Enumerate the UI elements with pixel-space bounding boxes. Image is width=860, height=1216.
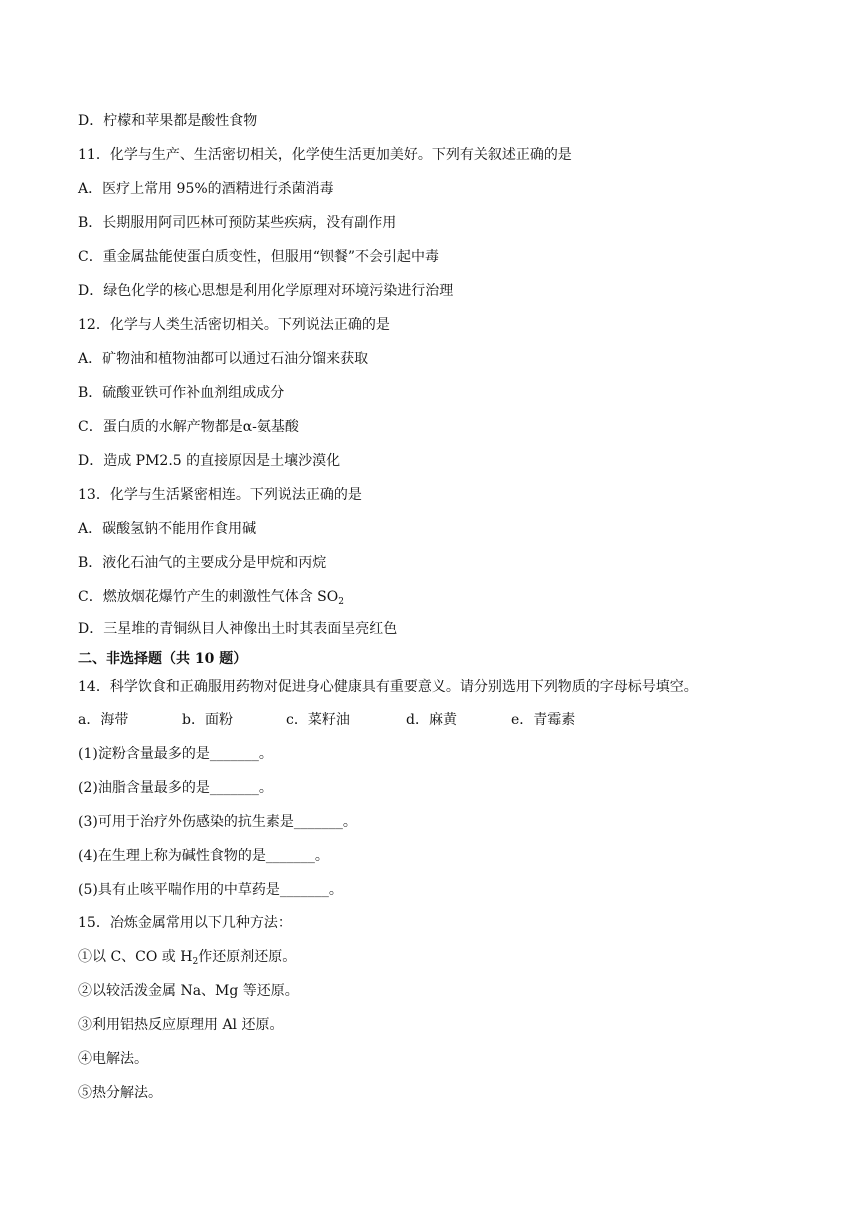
q11-option-d: D．绿色化学的核心思想是利用化学原理对环境污染进行治理: [78, 283, 454, 299]
q15-method-1-pre: ①以 C、CO 或 H: [78, 949, 193, 965]
q14-option-e: e．青霉素: [511, 712, 576, 728]
q15-method-1-post: 作还原剂还原。: [198, 949, 297, 965]
q14-item-5: (5)具有止咳平喘作用的中草药是_______。: [78, 882, 343, 898]
q15-method-5: ⑤热分解法。: [78, 1085, 162, 1101]
q11-option-a: A．医疗上常用 95%的酒精进行杀菌消毒: [78, 181, 334, 197]
q13-option-b: B．液化石油气的主要成分是甲烷和丙烷: [78, 555, 327, 571]
q12-option-d: D．造成 PM2.5 的直接原因是土壤沙漠化: [78, 453, 341, 469]
q12-option-c: C．蛋白质的水解产物都是α-氨基酸: [78, 419, 299, 435]
q14-option-a: a．海带: [78, 712, 129, 728]
q14-option-c: c．菜籽油: [286, 712, 350, 728]
q14-option-b: b．面粉: [182, 712, 233, 728]
section-heading: 二、非选择题（共 10 题）: [78, 651, 248, 667]
q13-option-a: A．碳酸氢钠不能用作食用碱: [78, 521, 257, 537]
q12-option-a: A．矿物油和植物油都可以通过石油分馏来获取: [78, 351, 369, 367]
q14-option-d: d．麻黄: [406, 712, 457, 728]
subscript: 2: [192, 957, 199, 967]
q15-stem: 15．冶炼金属常用以下几种方法：: [78, 915, 292, 931]
q14-stem: 14．科学饮食和正确服用药物对促进身心健康具有重要意义。请分别选用下列物质的字母标号填空。: [78, 679, 698, 695]
q10-option-d: D．柠檬和苹果都是酸性食物: [78, 113, 258, 129]
q15-method-1: [78, 948, 296, 971]
q15-method-4: ④电解法。: [78, 1051, 148, 1067]
q13-option-d: D．三星堆的青铜纵目人神像出土时其表面呈亮红色: [78, 621, 398, 637]
q15-method-3: ③利用铝热反应原理用 Al 还原。: [78, 1017, 284, 1033]
q13-stem: 13．化学与生活紧密相连。下列说法正确的是: [78, 487, 362, 503]
q12-option-b: B．硫酸亚铁可作补血剂组成成分: [78, 385, 285, 401]
q13-option-c: [78, 588, 344, 611]
q12-stem: 12．化学与人类生活密切相关。下列说法正确的是: [78, 317, 390, 333]
q15-method-2: ②以较活泼金属 Na、Mg 等还原。: [78, 983, 299, 999]
q13-option-c-text: C．燃放烟花爆竹产生的刺激性气体含 SO: [78, 589, 339, 605]
q14-item-2: (2)油脂含量最多的是_______。: [78, 780, 273, 796]
subscript: 2: [338, 597, 344, 607]
q11-option-c: C．重金属盐能使蛋白质变性，但服用“钡餐”不会引起中毒: [78, 249, 440, 265]
q11-stem: 11．化学与生产、生活密切相关，化学使生活更加美好。下列有关叙述正确的是: [78, 147, 572, 163]
q14-item-3: (3)可用于治疗外伤感染的抗生素是_______。: [78, 814, 357, 830]
q14-item-4: (4)在生理上称为碱性食物的是_______。: [78, 848, 329, 864]
q14-item-1: (1)淀粉含量最多的是_______。: [78, 746, 273, 762]
q11-option-b: B．长期服用阿司匹林可预防某些疾病，没有副作用: [78, 215, 397, 231]
